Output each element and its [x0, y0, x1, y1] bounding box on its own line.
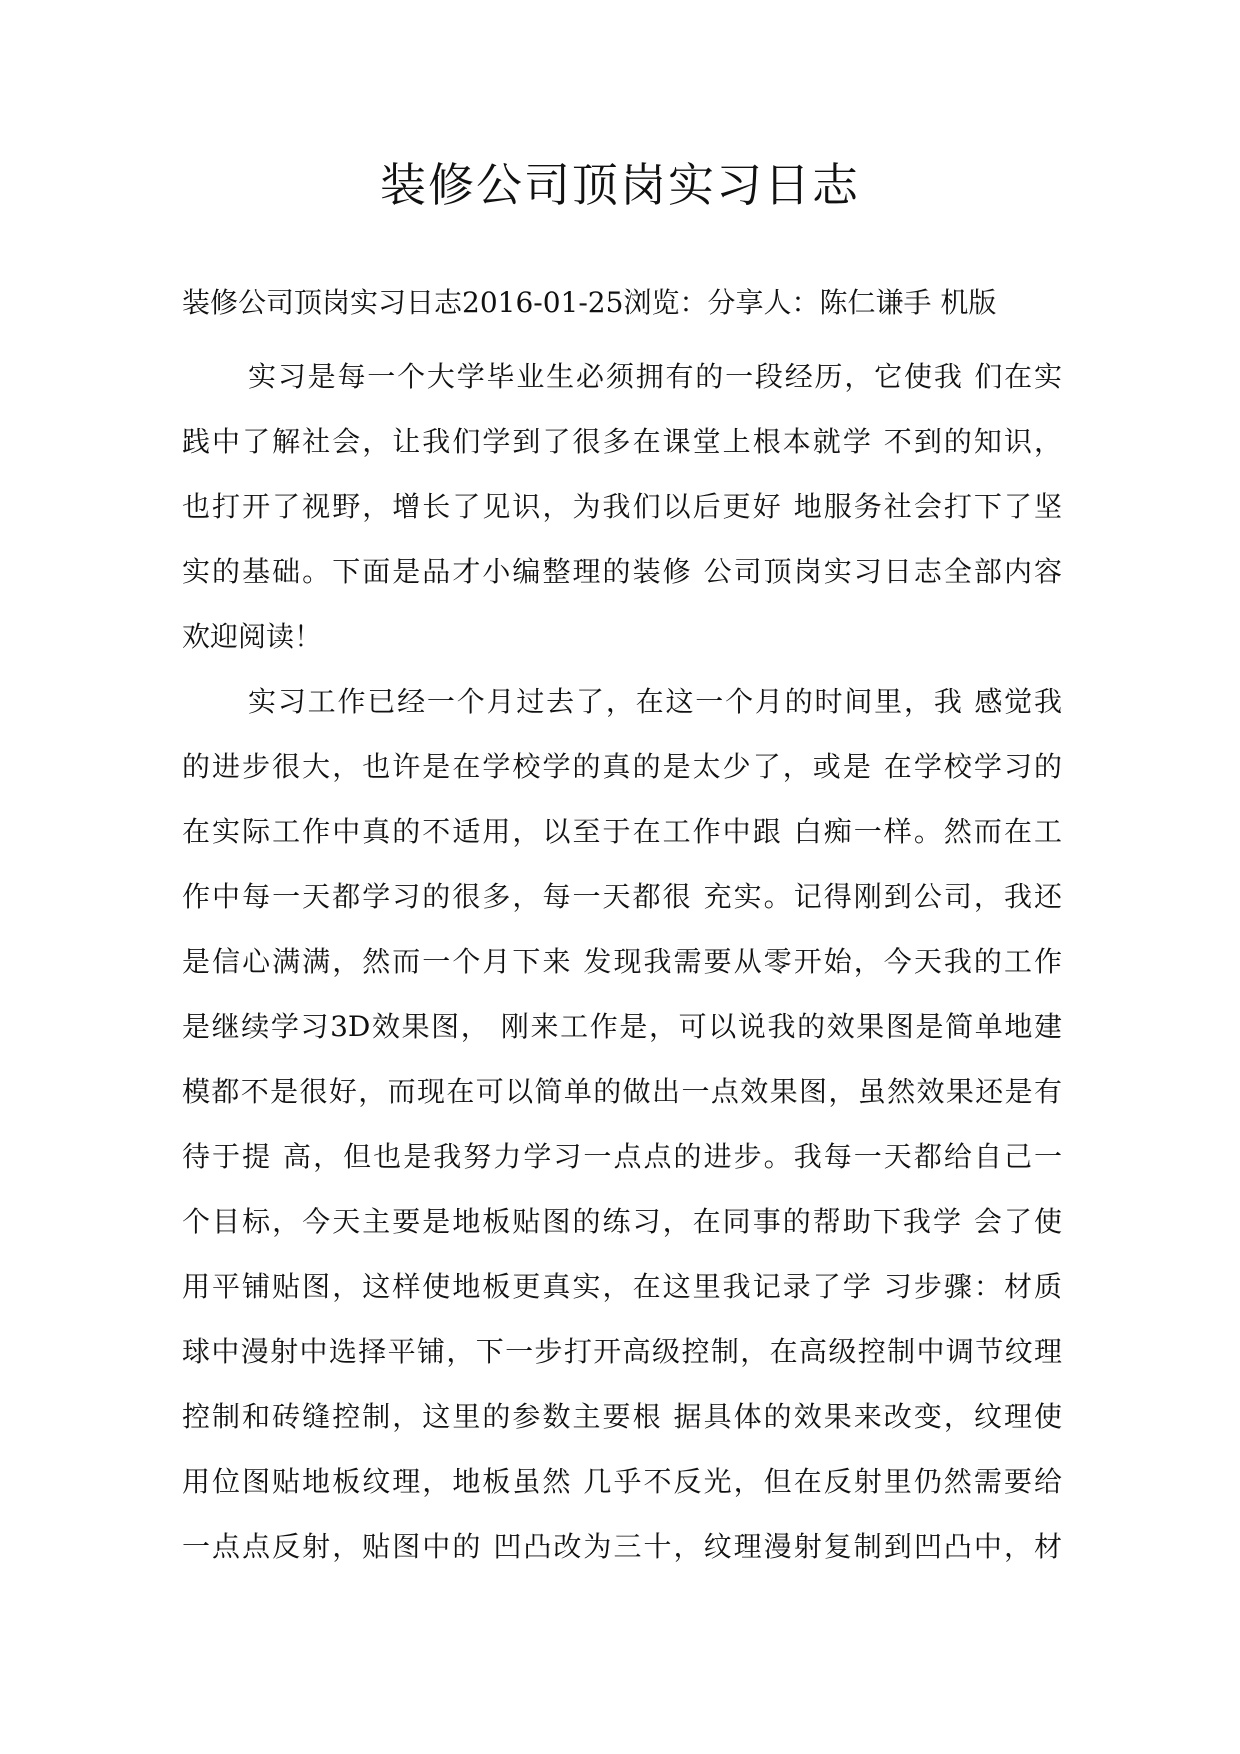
text-line: 在实际工作中真的不适用，以至于在工作中跟 白痴一样。然而在工 — [182, 815, 1062, 848]
document-meta-line: 装修公司顶岗实习日志2016-01-25浏览：分享人：陈仁谦手 机版 — [182, 286, 997, 319]
text-line: 践中了解社会，让我们学到了很多在课堂上根本就学 不到的知识， — [182, 425, 1062, 458]
document-title: 装修公司顶岗实习日志 — [380, 158, 860, 212]
text-line: 一点点反射，贴图中的 凹凸改为三十，纹理漫射复制到凹凸中，材 — [182, 1530, 1062, 1563]
text-line: 用平铺贴图，这样使地板更真实，在这里我记录了学 习步骤：材质 — [182, 1270, 1062, 1303]
document-body — [182, 344, 1062, 1579]
text-line: 实习工作已经一个月过去了，在这一个月的时间里，我 感觉我 — [248, 685, 1062, 718]
text-line: 是继续学习3D效果图， 刚来工作是，可以说我的效果图是简单地建 — [182, 1010, 1062, 1043]
text-line: 模都不是很好，而现在可以简单的做出一点效果图，虽然效果还是有 — [182, 1075, 1062, 1108]
text-line: 待于提 高，但也是我努力学习一点点的进步。我每一天都给自己一 — [182, 1140, 1062, 1173]
text-line: 的进步很大，也许是在学校学的真的是太少了，或是 在学校学习的 — [182, 750, 1062, 783]
text-line: 个目标，今天主要是地板贴图的练习，在同事的帮助下我学 会了使 — [182, 1205, 1062, 1238]
text-line: 欢迎阅读！ — [182, 620, 323, 653]
text-line: 实习是每一个大学毕业生必须拥有的一段经历，它使我 们在实 — [248, 360, 1062, 393]
paragraph-intro — [182, 344, 1062, 669]
paragraph-journal — [182, 669, 1062, 1579]
text-line: 实的基础。下面是品才小编整理的装修 公司顶岗实习日志全部内容 — [182, 555, 1062, 588]
text-line: 是信心满满，然而一个月下来 发现我需要从零开始，今天我的工作 — [182, 945, 1062, 978]
text-line: 用位图贴地板纹理，地板虽然 几乎不反光，但在反射里仍然需要给 — [182, 1465, 1062, 1498]
text-line: 也打开了视野，增长了见识，为我们以后更好 地服务社会打下了坚 — [182, 490, 1062, 523]
text-line: 作中每一天都学习的很多，每一天都很 充实。记得刚到公司，我还 — [182, 880, 1062, 913]
text-line: 控制和砖缝控制，这里的参数主要根 据具体的效果来改变，纹理使 — [182, 1400, 1062, 1433]
text-line: 球中漫射中选择平铺，下一步打开高级控制，在高级控制中调节纹理 — [182, 1335, 1062, 1368]
